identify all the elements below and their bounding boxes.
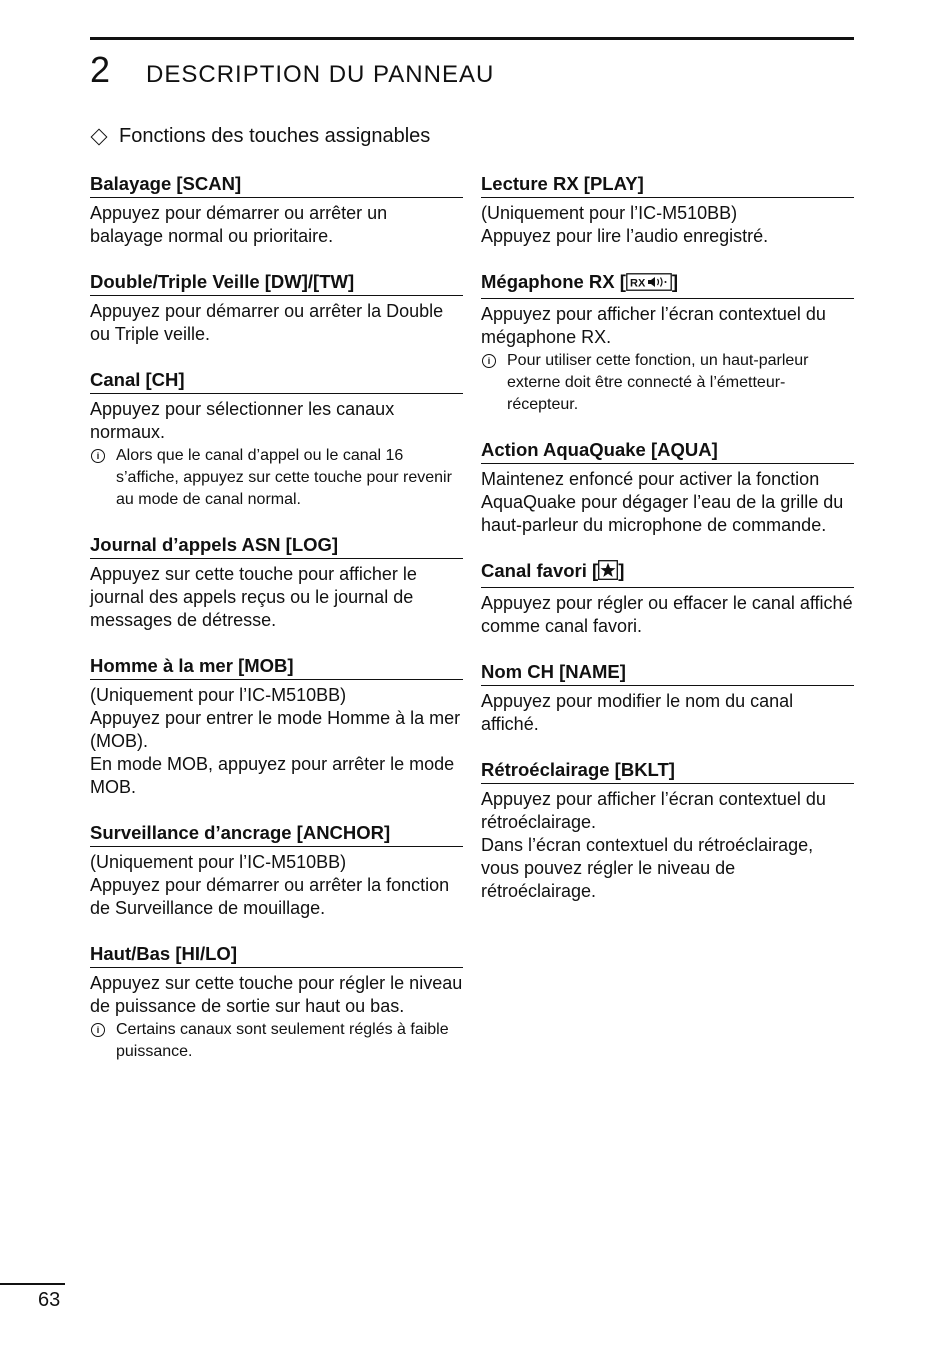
right-column [481,172,854,925]
function-title: Homme à la mer [MOB] [90,654,463,680]
function-title: Rétroéclairage [BKLT] [481,758,854,784]
function-description [481,592,854,638]
description-paragraph: Dans l’écran contextuel du rétroéclairage, vous pouvez régler le niveau de rétroéclairage. [481,835,814,901]
function-entry [90,172,463,248]
function-entry [90,654,463,799]
description-paragraph: Appuyez sur cette touche pour afficher le journal des appels reçus ou le journal de messages de détresse. [90,564,417,630]
function-title: Haut/Bas [HI/LO] [90,942,463,968]
function-description [90,202,463,248]
function-entry [481,270,854,416]
function-title: Nom CH [NAME] [481,660,854,686]
description-paragraph: Appuyez pour afficher l’écran contextuel du mégaphone RX. [481,304,826,347]
description-paragraph: (Uniquement pour l’IC-M510BB) [90,852,347,872]
info-note [481,350,854,416]
function-title-text: Canal favori [ [481,560,599,581]
function-description [90,300,463,346]
function-entry [481,758,854,903]
function-title: Surveillance d’ancrage [ANCHOR] [90,821,463,847]
function-title-text: Mégaphone RX [ [481,271,626,292]
description-paragraph: Maintenez enfoncé pour activer la fonction AquaQuake pour dégager l’eau de la grille du haut-parleur du microphone de commande. [481,469,844,535]
function-entry [481,559,854,638]
function-description [481,468,854,537]
info-icon: i [91,449,105,463]
function-title: Journal d’appels ASN [LOG] [90,533,463,559]
subsection-title: Fonctions des touches assignables [119,125,431,147]
function-description [481,690,854,736]
function-description [481,202,854,248]
description-paragraph: Appuyez pour modifier le nom du canal affiché. [481,691,794,734]
function-title-text: ] [618,560,625,581]
svg-text:RX: RX [629,277,646,290]
function-description [90,563,463,632]
info-note-text: Certains canaux sont seulement réglés à faible puissance. [116,1021,449,1060]
function-title [481,270,854,299]
function-description [90,972,463,1063]
function-title: Lecture RX [PLAY] [481,172,854,198]
info-note-text: Pour utiliser cette fonction, un haut-parleur externe doit être connecté à l’émetteur-récepteur. [507,352,809,413]
function-description [481,303,854,416]
function-description [481,788,854,903]
description-paragraph: Appuyez sur cette touche pour régler le niveau de puissance de sortie sur haut ou bas. [90,973,463,1016]
function-description [90,851,463,920]
header-rule [90,37,854,40]
description-paragraph: Appuyez pour régler ou effacer le canal affiché comme canal favori. [481,593,853,636]
diamond-bullet-icon [91,128,108,145]
function-title [481,559,854,588]
chapter-header [90,50,494,90]
function-title: Canal [CH] [90,368,463,394]
info-note-text: Alors que le canal d’appel ou le canal 16 s’affiche, appuyez sur cette touche pour revenir au mode de canal normal. [116,447,452,508]
description-paragraph: (Uniquement pour l’IC-M510BB) [90,685,347,705]
info-note [90,1019,463,1063]
function-title: Balayage [SCAN] [90,172,463,198]
info-icon: i [91,1023,105,1037]
function-entry [90,533,463,632]
function-description [90,684,463,799]
description-paragraph: Appuyez pour sélectionner les canaux normaux. [90,399,395,442]
function-entry [481,438,854,537]
description-paragraph: En mode MOB, appuyez pour arrêter le mode MOB. [90,754,455,797]
subsection-heading [90,125,430,148]
function-title: Double/Triple Veille [DW]/[TW] [90,270,463,296]
description-paragraph: Appuyez pour démarrer ou arrêter la Double ou Triple veille. [90,301,444,344]
chapter-number: 2 [90,49,111,90]
info-note [90,445,463,511]
description-paragraph: Appuyez pour afficher l’écran contextuel du rétroéclairage. [481,789,826,832]
left-column [90,172,463,1085]
function-entry [481,172,854,248]
description-paragraph: Appuyez pour démarrer ou arrêter un balayage normal ou prioritaire. [90,203,388,246]
chapter-title: DESCRIPTION DU PANNEAU [146,61,495,88]
function-entry [481,660,854,736]
function-entry [90,270,463,346]
info-icon: i [482,354,496,368]
function-entry [90,368,463,511]
description-paragraph: Appuyez pour lire l’audio enregistré. [481,226,769,246]
star-key-icon [598,560,618,585]
function-entry [90,821,463,920]
description-paragraph: Appuyez pour entrer le mode Homme à la mer (MOB). [90,708,461,751]
function-entry [90,942,463,1063]
rx-megaphone-icon [626,273,672,296]
footer-rule [0,1283,65,1285]
function-description [90,398,463,511]
function-title: Action AquaQuake [AQUA] [481,438,854,464]
description-paragraph: Appuyez pour démarrer ou arrêter la fonction de Surveillance de mouillage. [90,875,450,918]
page-number: 63 [38,1289,61,1311]
function-title-text: ] [671,271,679,292]
description-paragraph: (Uniquement pour l’IC-M510BB) [481,203,738,223]
